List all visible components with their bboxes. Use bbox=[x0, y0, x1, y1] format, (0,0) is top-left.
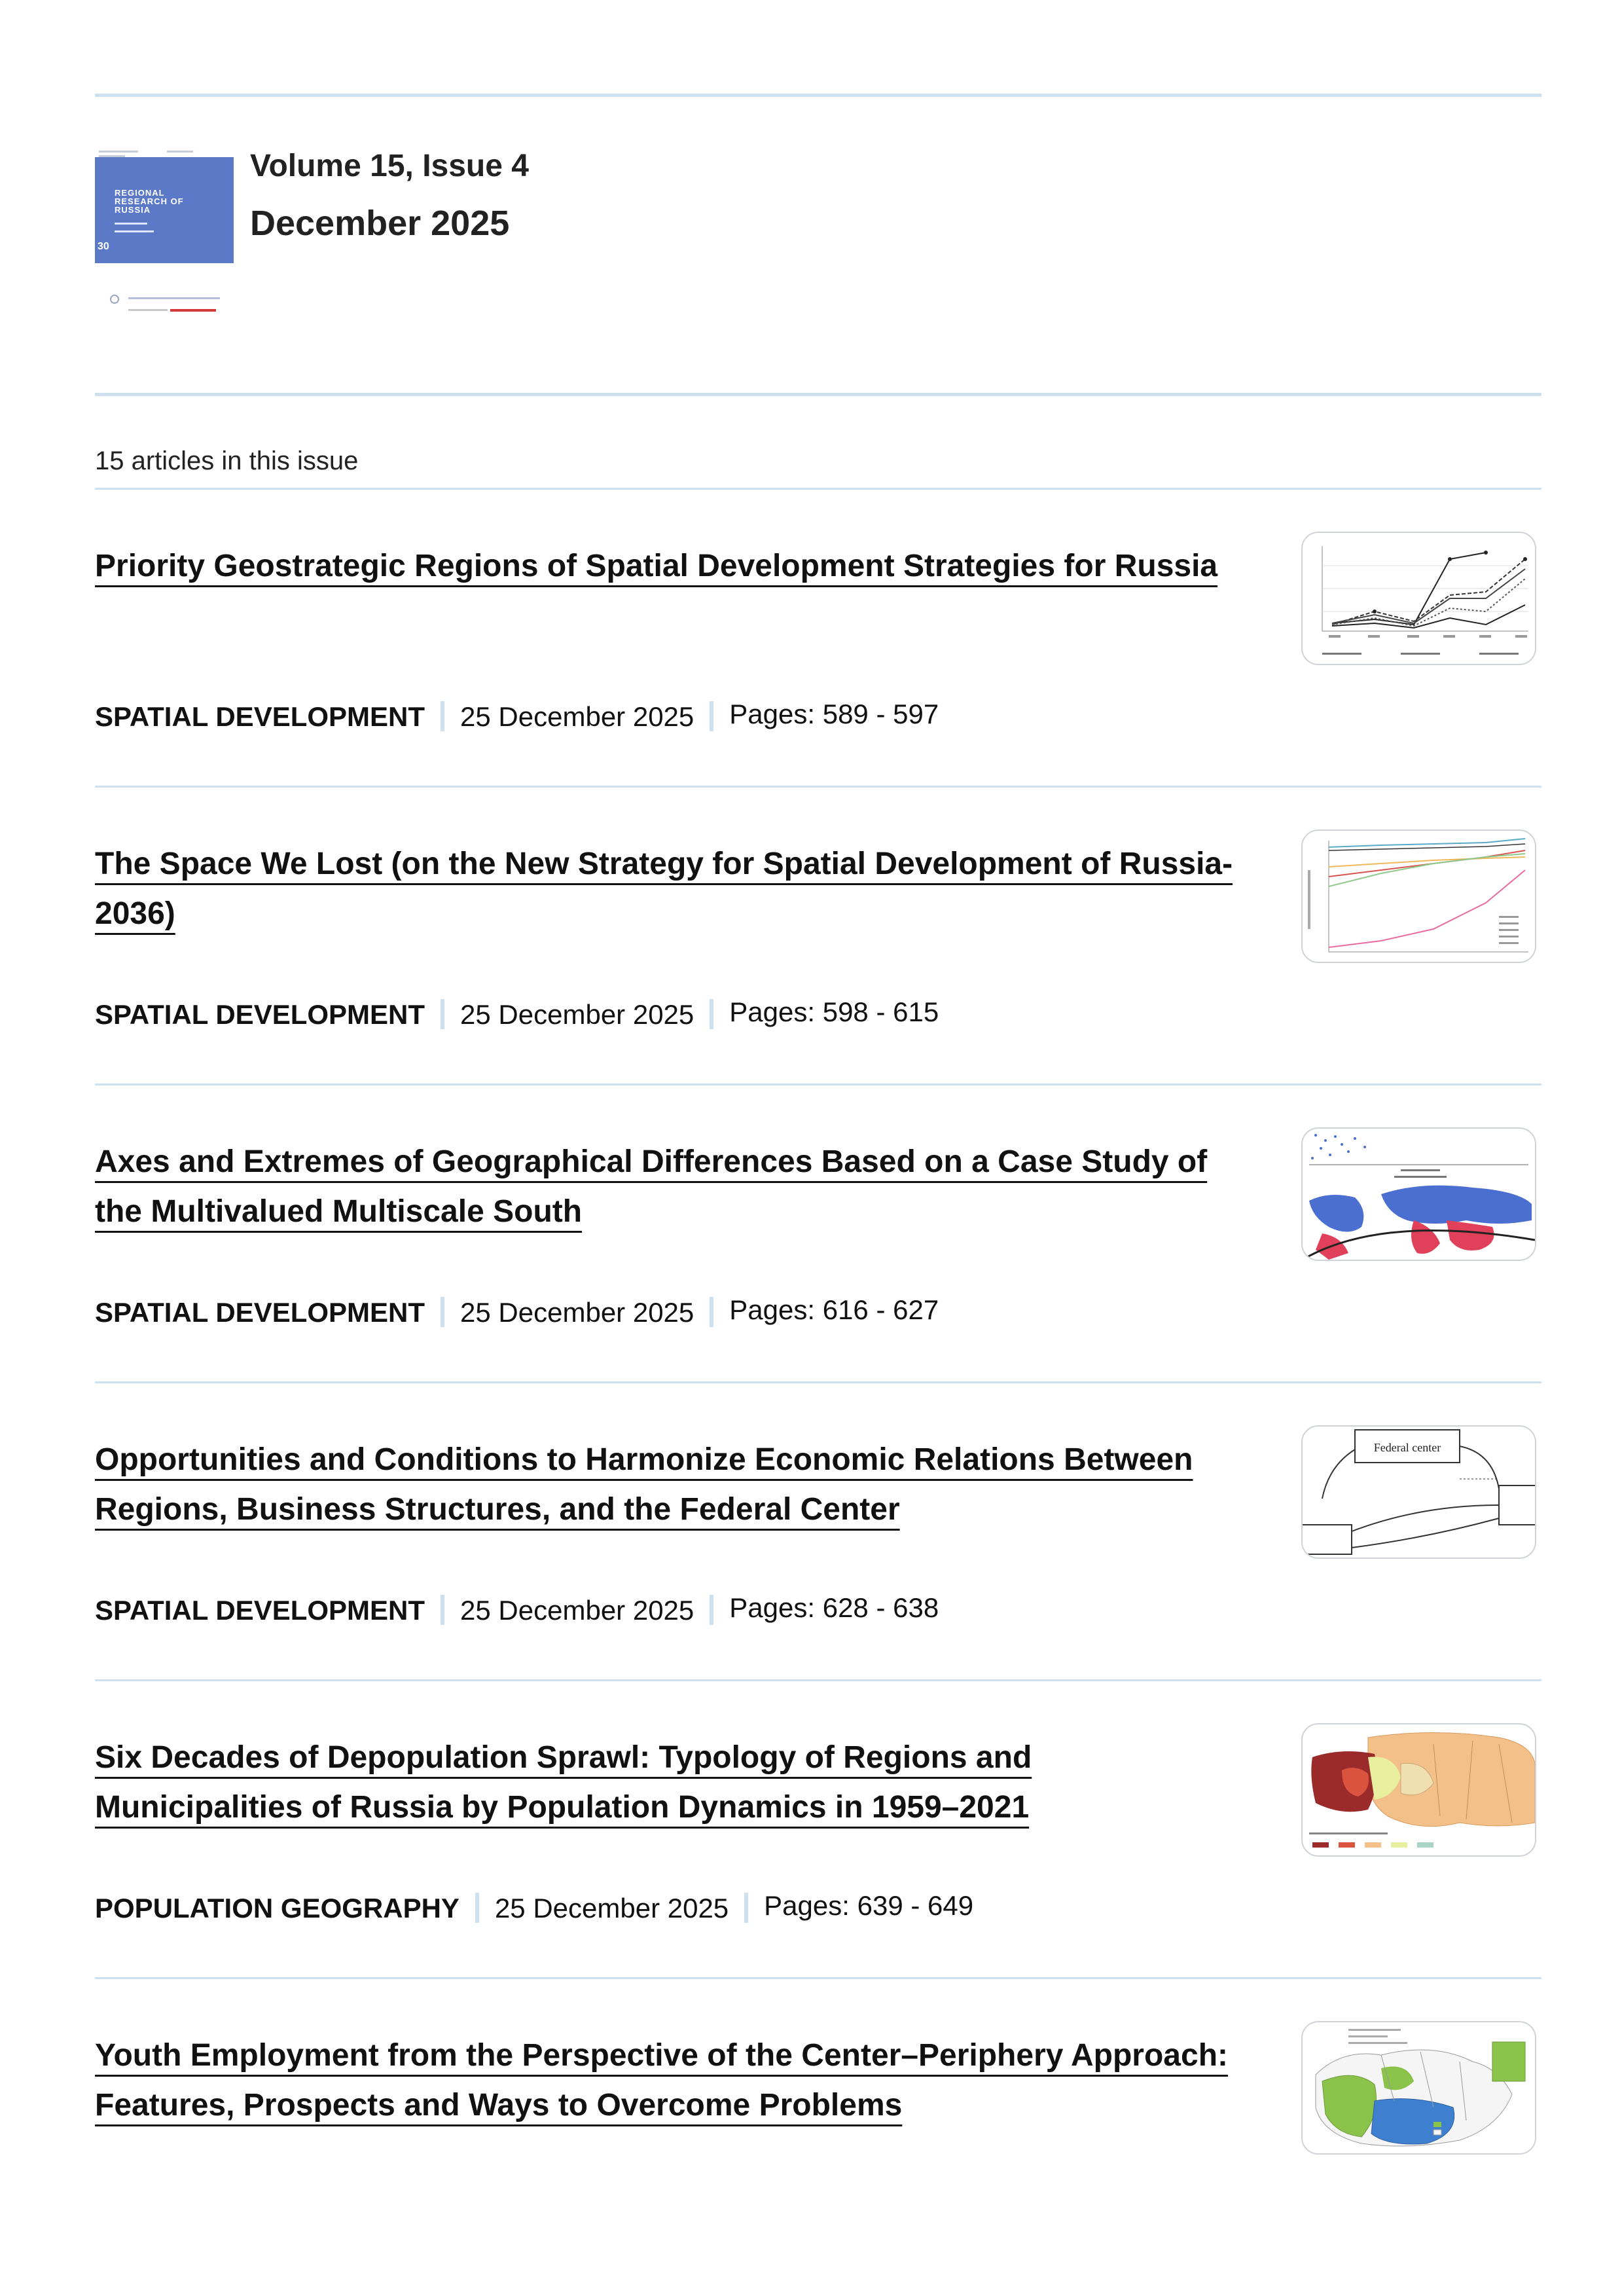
flow-diagram-thumbnail[interactable] bbox=[1301, 1425, 1536, 1559]
article-title bbox=[95, 541, 1247, 591]
publisher-logo bbox=[110, 295, 228, 321]
article-title bbox=[95, 1733, 1247, 1832]
header-divider bbox=[95, 393, 1541, 396]
article-title bbox=[95, 1137, 1247, 1237]
article-title-link[interactable]: Opportunities and Conditions to Harmonize Economic Relations Between Regions, Business Structures, and the Federal Center bbox=[95, 1442, 1193, 1527]
cover-volume-number: 30 bbox=[98, 241, 109, 252]
regional-map-thumbnail[interactable] bbox=[1301, 2021, 1536, 2155]
article-divider bbox=[95, 1381, 1541, 1383]
article-pages: Pages: 589 - 597 bbox=[729, 699, 939, 729]
article-section[interactable]: POPULATION GEOGRAPHY bbox=[95, 1893, 460, 1923]
article-item bbox=[0, 1386, 1622, 1684]
article-item bbox=[0, 790, 1622, 1088]
article-title-link[interactable]: Axes and Extremes of Geographical Differences Based on a Case Study of the Multivalued Multiscale South bbox=[95, 1144, 1208, 1229]
article-title-link[interactable]: The Space We Lost (on the New Strategy for Spatial Development of Russia-2036) bbox=[95, 847, 1233, 931]
article-item bbox=[0, 1088, 1622, 1386]
article-pages: Pages: 628 - 638 bbox=[729, 1592, 939, 1623]
article-date: 25 December 2025 bbox=[460, 1595, 694, 1626]
article-title-link[interactable]: Priority Geostrategic Regions of Spatial Development Strategies for Russia bbox=[95, 549, 1218, 583]
article-meta bbox=[95, 998, 939, 1031]
article-meta bbox=[95, 1594, 939, 1627]
article-section[interactable]: SPATIAL DEVELOPMENT bbox=[95, 1595, 425, 1626]
list-divider bbox=[95, 488, 1541, 490]
top-divider bbox=[95, 94, 1541, 97]
article-date: 25 December 2025 bbox=[460, 1297, 694, 1328]
article-section[interactable]: SPATIAL DEVELOPMENT bbox=[95, 1297, 425, 1328]
world-map-thumbnail[interactable] bbox=[1301, 1127, 1536, 1261]
russia-map-thumbnail[interactable] bbox=[1301, 1723, 1536, 1857]
article-item bbox=[0, 1684, 1622, 1982]
article-date: 25 December 2025 bbox=[460, 701, 694, 732]
issue-volume: Volume 15, Issue 4 bbox=[250, 149, 529, 183]
article-count: 15 articles in this issue bbox=[95, 446, 359, 475]
article-meta bbox=[95, 1296, 939, 1329]
article-meta bbox=[95, 1892, 973, 1925]
multi-line-chart-thumbnail[interactable] bbox=[1301, 829, 1536, 963]
article-pages: Pages: 639 - 649 bbox=[764, 1890, 974, 1921]
article-pages: Pages: 598 - 615 bbox=[729, 996, 939, 1027]
article-title bbox=[95, 839, 1247, 939]
article-meta bbox=[95, 701, 939, 733]
article-section[interactable]: SPATIAL DEVELOPMENT bbox=[95, 999, 425, 1030]
cover-header-lines bbox=[95, 149, 234, 156]
article-divider bbox=[95, 1679, 1541, 1681]
line-chart-thumbnail[interactable] bbox=[1301, 532, 1536, 665]
journal-cover-image[interactable] bbox=[95, 157, 234, 263]
issue-date: December 2025 bbox=[250, 204, 510, 243]
article-date: 25 December 2025 bbox=[460, 999, 694, 1030]
article-divider bbox=[95, 1084, 1541, 1085]
diagram-federal-center-label: Federal center bbox=[1373, 1441, 1441, 1454]
article-divider bbox=[95, 1977, 1541, 1979]
article-item bbox=[0, 1982, 1622, 2280]
cover-title: REGIONAL RESEARCH OF RUSSIA bbox=[115, 188, 184, 215]
article-section[interactable]: SPATIAL DEVELOPMENT bbox=[95, 701, 425, 732]
article-title bbox=[95, 2031, 1247, 2130]
article-title-link[interactable]: Youth Employment from the Perspective of the Center–Periphery Approach: Features, Prospects and Ways to Overcome Problems bbox=[95, 2038, 1228, 2123]
article-title bbox=[95, 1435, 1247, 1535]
article-item bbox=[0, 492, 1622, 790]
article-date: 25 December 2025 bbox=[494, 1893, 729, 1923]
article-title-link[interactable]: Six Decades of Depopulation Sprawl: Typology of Regions and Municipalities of Russia by Population Dynamics in 1959–2021 bbox=[95, 1740, 1032, 1825]
article-pages: Pages: 616 - 627 bbox=[729, 1294, 939, 1325]
article-divider bbox=[95, 786, 1541, 788]
